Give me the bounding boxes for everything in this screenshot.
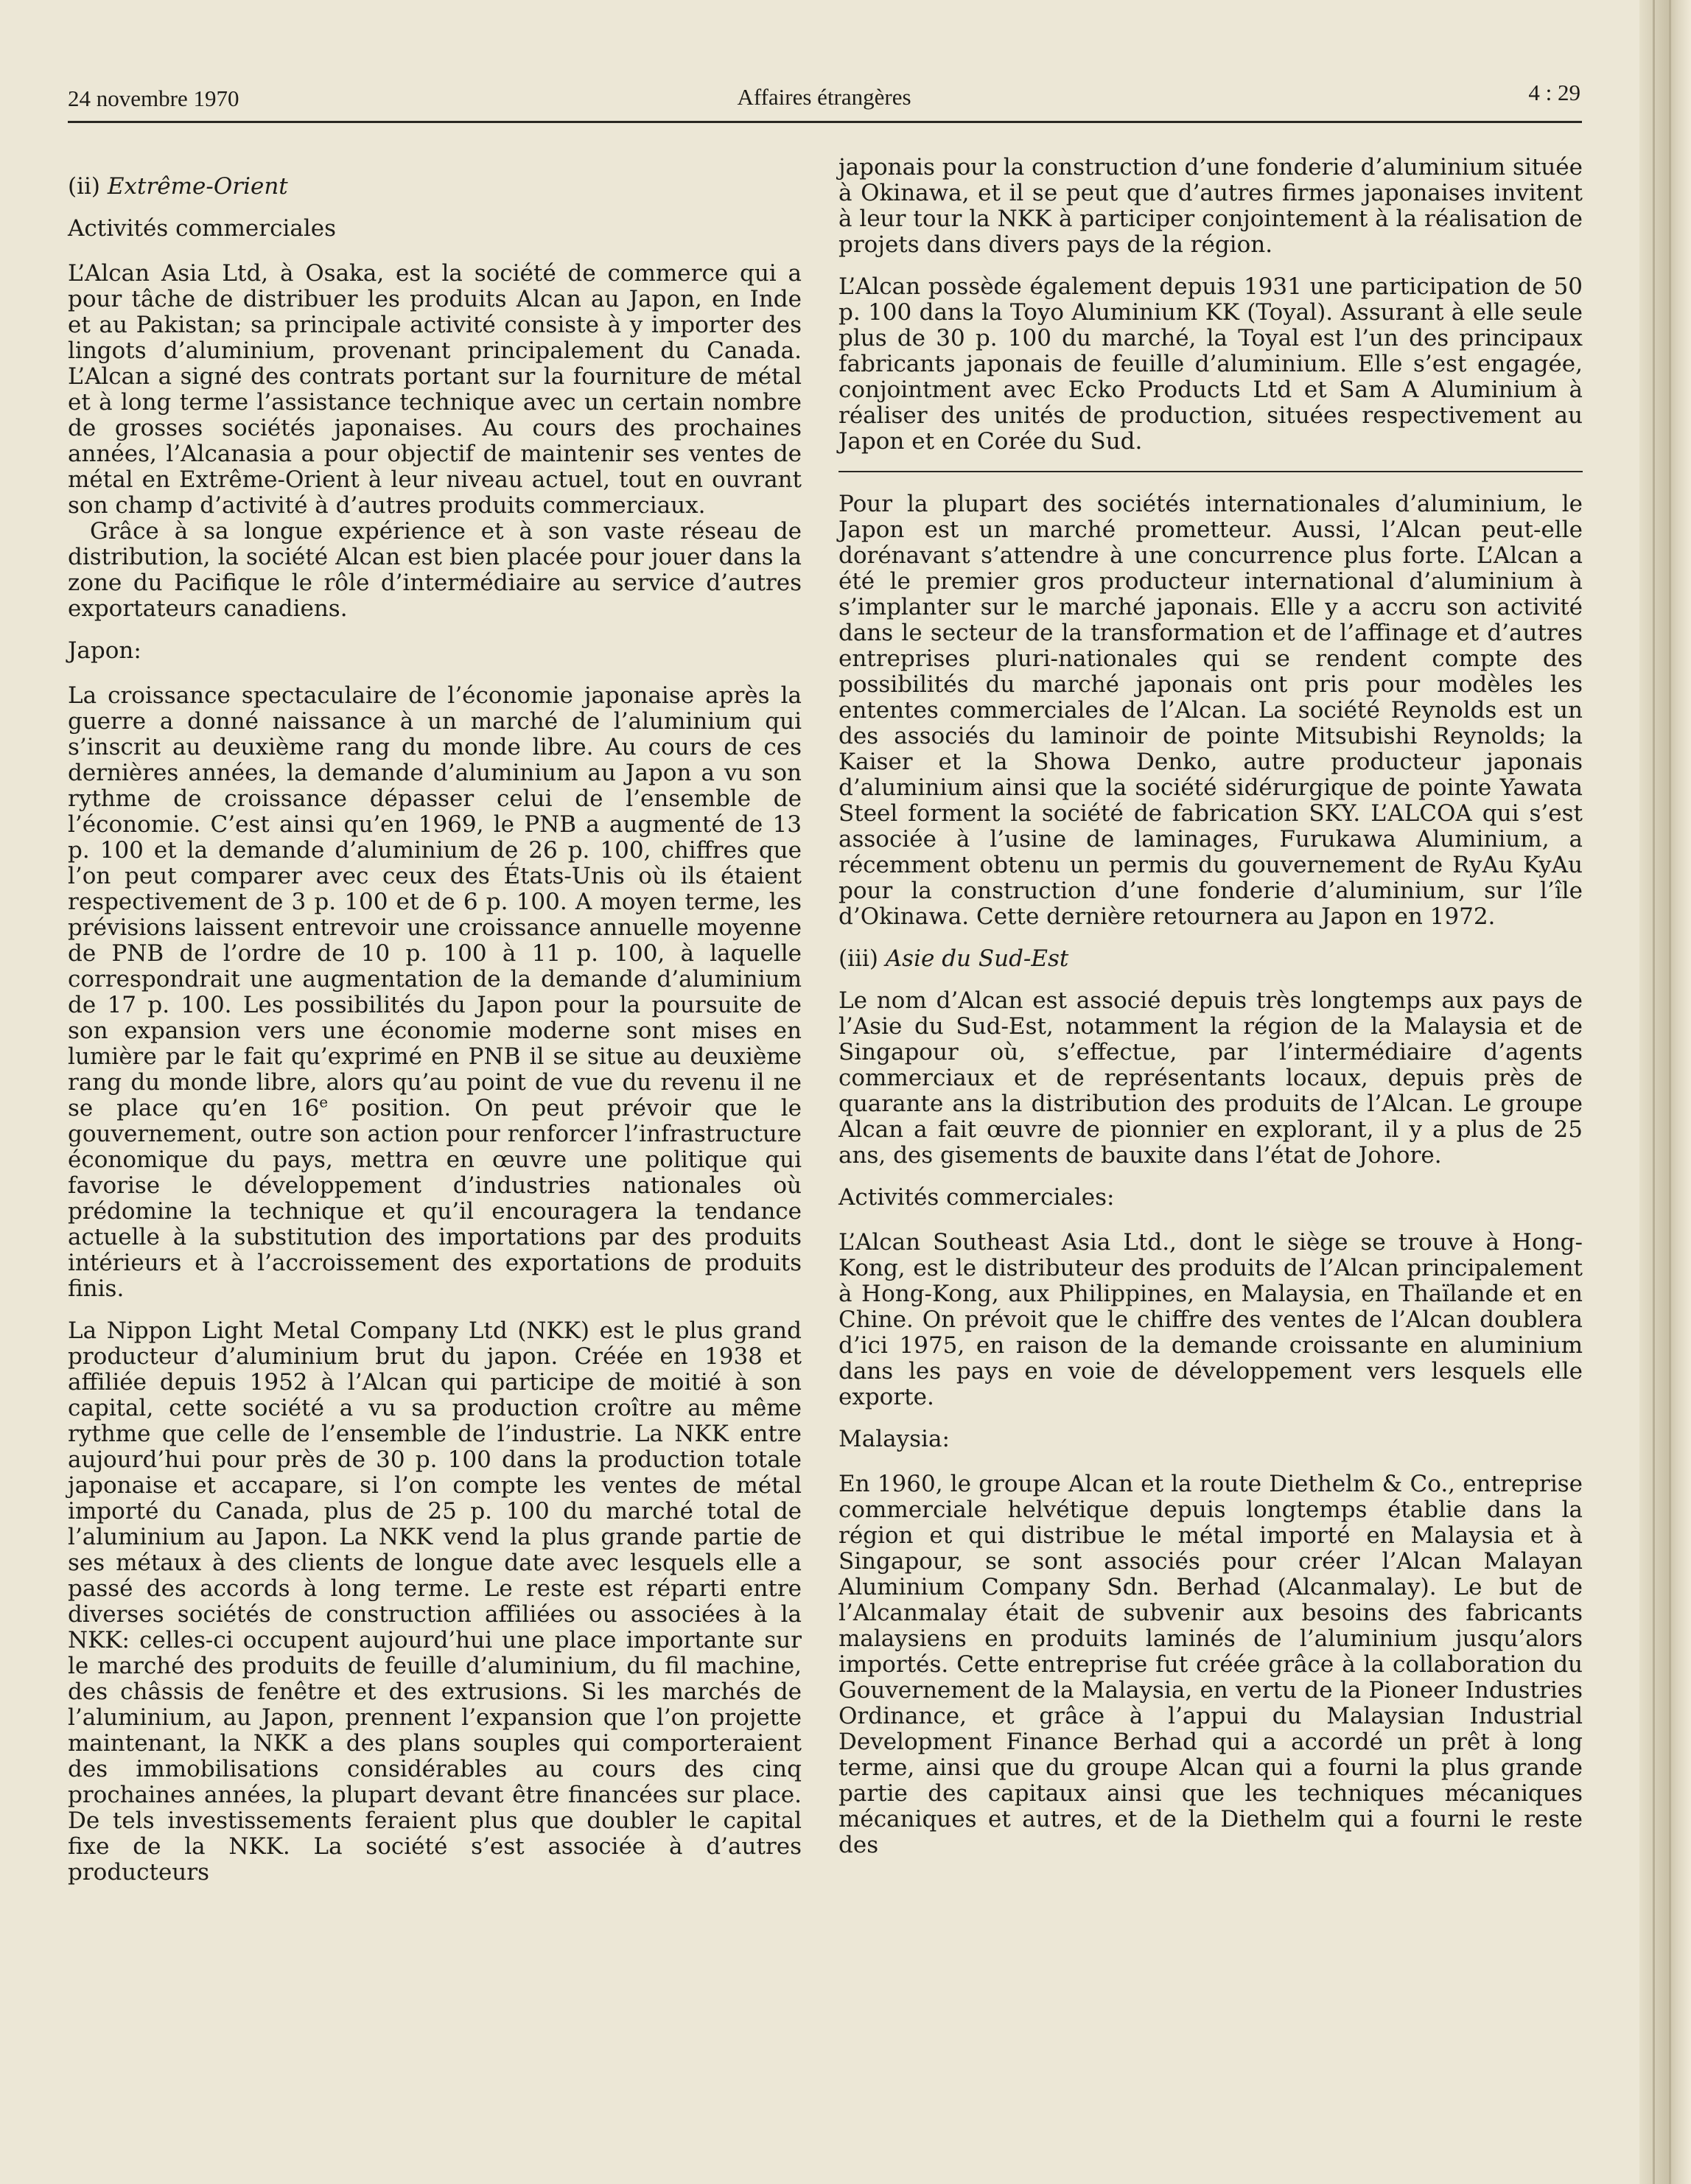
paragraph: L’Alcan Southeast Asia Ltd., dont le siège se trouve à Hong-Kong, est le distributeur des produits de l’Alcan principalement à Hong-Kong, aux Philippines, en Malaysia, en Thaïlande et en Chine. On prévoit que le chiffre des ventes de l’Alcan doublera d’ici 1975, en raison de la demande croissante en aluminium dans les pays en voie de développement vers lesquels elle exporte. (839, 1229, 1583, 1410)
paragraph: La Nippon Light Metal Company Ltd (NKK) est le plus grand producteur d’aluminium brut du japon. Créée en 1938 et affiliée depuis 1952 à l’Alcan qui participe de moitié à son capital, cette société a vu sa production croître au même rythme que celle de l’ensemble de l’industrie. La NKK entre aujourd’hui pour près de 30 p. 100 dans la production totale japonaise et accapare, si l’on compte les ventes de métal importé du Canada, plus de 25 p. 100 du marché total de l’aluminium au Japon. La NKK vend la plus grande partie de ses métaux à des clients de longue date avec lesquels elle a passé des accords à long terme. Le reste est réparti entre diverses sociétés de construction affiliées ou associées à la NKK: celles-ci occupent aujourd’hui une place importante sur le marché des produits de feuille d’aluminium, du fil machine, des châssis de fenêtre et des extrusions. Si les marchés de l’aluminium, au Japon, prennent l’expansion que l’on projette maintenant, la NKK a des plans souples qui comporteraient des immobilisations considérables au cours des cinq prochaines années, la plupart devant être financées sur place. De tels investissements feraient plus que doubler le capital fixe de la NKK. La société s’est associée à d’autres producteurs (68, 1317, 802, 1886)
right-column (839, 155, 1583, 1875)
header-title: Affaires étrangères (737, 84, 911, 110)
paragraph: Pour la plupart des sociétés internationales d’aluminium, le Japon est un marché prometteur. Aussi, l’Alcan peut-elle dorénavant s’attendre à une concurrence plus forte. L’Alcan a été le premier gros producteur international d’aluminium à s’implanter sur le marché japonais. Elle y a accru son activité dans le secteur de la transformation et de l’affinage et d’autres entreprises pluri-nationales qui se rendent compte des possibilités du marché japonais ont pris pour modèles les ententes commerciales de l’Alcan. La société Reynolds est un des associés du laminoir de pointe Mitsubishi Reynolds; la Kaiser et la Showa Denko, autre producteur japonais d’aluminium ainsi que la société sidérurgique de pointe Yawata Steel forment la société de fabrication SKY. L’ALCOA qui s’est associée à l’usine de laminages, Furukawa Aluminium, a récemment obtenu un permis du gouvernement de RyAu KyAu pour la construction d’une fonderie d’aluminium, sur l’île d’Okinawa. Cette dernière retournera au Japon en 1972. (839, 491, 1583, 930)
paragraph-text: position. On peut prévoir que le gouvernement, outre son action pour renforcer l’infrastructure économique du pays, mettra en œuvre une politique qui favorise le développement d’industries nationales où prédomine la technique et qu’il encouragera la tendance actuelle à la substitution des importations par des produits intérieurs et à l’accroissement des exportations de produits finis. (68, 1095, 802, 1302)
header-rule (68, 121, 1582, 123)
page-header (68, 71, 1580, 121)
header-date: 24 novembre 1970 (68, 85, 239, 111)
paragraph-text: La croissance spectaculaire de l’économie japonaise après la guerre a donné naissance à un marché de l’aluminium qui s’inscrit au deuxième rang du monde libre. Au cours de ces dernières années, la demande d’aluminium au Japon a vu son rythme de croissance dépasser celui de l’ensemble de l’économie. C’est ainsi qu’en 1969, le PNB a augmenté de 13 p. 100 et la demande d’aluminium de 26 p. 100, chiffres que l’on peut comparer avec ceux des États-Unis où ils étaient respectivement de 3 p. 100 et de 6 p. 100. A moyen terme, les prévisions laissent entrevoir une croissance annuelle moyenne de PNB de l’ordre de 10 p. 100 à 11 p. 100, à laquelle correspondrait une augmentation de la demande d’aluminium de 17 p. 100. Les possibilités du Japon pour la poursuite de son expansion vers une économie moderne sont mises en lumière par le fait qu’exprimé en PNB il se situe au deuxième rang du monde libre, alors qu’au point de vue du revenu il ne se place qu’en 16 (68, 682, 802, 1121)
section-heading-asie-du-sud-est (839, 946, 1583, 972)
section-title: Asie du Sud-Est (885, 945, 1069, 972)
section-title: Extrême-Orient (107, 173, 288, 200)
paragraph (68, 683, 802, 1302)
paragraph: Le nom d’Alcan est associé depuis très longtemps aux pays de l’Asie du Sud-Est, notamment la région de la Malaysia et de Singapour où, s’effectue, par l’intermédiaire d’agents commerciaux et de représentants locaux, depuis près de quarante ans la distribution des produits de l’Alcan. Le groupe Alcan a fait œuvre de pionnier en explorant, il y a plus de 25 ans, des gisements de bauxite dans l’état de Johore. (839, 987, 1583, 1169)
binding-line (1653, 0, 1655, 2184)
left-column (68, 161, 802, 1902)
paragraph: japonais pour la construction d’une fonderie d’aluminium située à Okinawa, et il se peut que d’autres firmes japonaises invitent à leur tour la NKK à participer conjointement à la réalisation de projets dans divers pays de la région. (839, 154, 1583, 258)
ordinal-superscript: e (319, 1093, 329, 1111)
section-number: (iii) (839, 945, 878, 972)
subheading-activites-commerciales: Activités commerciales (68, 215, 337, 242)
subheading-activites-commerciales: Activités commerciales: (839, 1184, 1115, 1211)
binding-line (1669, 0, 1671, 2184)
section-rule (839, 471, 1583, 472)
paragraph: L’Alcan possède également depuis 1931 une participation de 50 p. 100 dans la Toyo Aluminium KK (Toyal). Assurant à elle seule plus de 30 p. 100 du marché, la Toyal est l’un des principaux fabricants japonais de feuille d’aluminium. Elle s’est engagée, conjointment avec Ecko Products Ltd et Sam A Aluminium à réaliser des unités de production, situées respectivement au Japon et en Corée du Sud. (839, 273, 1583, 455)
subheading-malaysia: Malaysia: (839, 1426, 950, 1452)
header-page-number: 4 : 29 (1528, 80, 1580, 105)
paragraph: Grâce à sa longue expérience et à son vaste réseau de distribution, la société Alcan est bien placée pour jouer dans la zone du Pacifique le rôle d’intermédiaire au service d’autres exportateurs canadiens. (68, 518, 802, 622)
page-binding-edge (1639, 0, 1691, 2184)
section-number: (ii) (68, 173, 101, 200)
paragraph: En 1960, le groupe Alcan et la route Diethelm & Co., entreprise commerciale helvétique depuis longtemps établie dans la région et qui distribue le métal importé en Malaysia et à Singapour, se sont associés pour créer l’Alcan Malayan Aluminium Company Sdn. Berhad (Alcanmalay). Le but de l’Alcanmalay était de subvenir aux besoins des fabricants malaysiens en produits laminés de l’aluminium jusqu’alors importés. Cette entreprise fut créée grâce à la collaboration du Gouvernement de la Malaysia, en vertu de la Pioneer Industries Ordinance, et grâce à l’appui du Malaysian Industrial Development Finance Berhad qui a accordé un prêt à long terme, ainsi que du groupe Alcan qui a fourni la plus grande partie des capitaux ainsi que les techniques mécaniques mécaniques et autres, et de la Diethelm qui a fourni le reste des (839, 1471, 1583, 1858)
section-heading-extreme-orient (68, 174, 802, 200)
paragraph: L’Alcan Asia Ltd, à Osaka, est la société de commerce qui a pour tâche de distribuer les produits Alcan au Japon, en Inde et au Pakistan; sa principale activité consiste à y importer des lingots d’aluminium, provenant principalement du Canada. L’Alcan a signé des contrats portant sur la fourniture de métal et à long terme l’assistance technique avec un certain nombre de grosses sociétés japonaises. Au cours des prochaines années, l’Alcanasia a pour objectif de maintenir ses ventes de métal en Extrême-Orient à leur niveau actuel, tout en ouvrant son champ d’activité à d’autres produits commerciaux. (68, 260, 802, 519)
subheading-japon: Japon: (68, 637, 141, 664)
